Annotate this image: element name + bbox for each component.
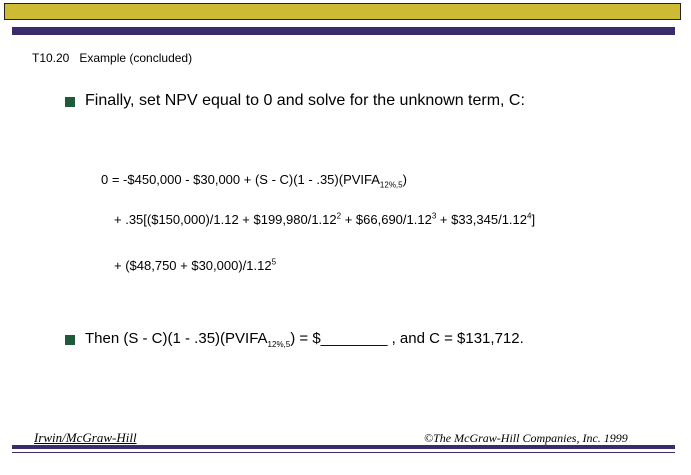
slide-title: T10.20 Example (concluded)	[32, 51, 193, 65]
bullet-square-icon	[65, 97, 75, 107]
equation-line-3-part-1: + ($48,750 + $30,000)/1.12	[114, 258, 272, 273]
bottom-divider-rule	[12, 445, 675, 449]
exponent-3: 3	[431, 211, 437, 221]
equation-line-2-part-4: ]	[531, 212, 536, 227]
exponent-4: 4	[527, 211, 532, 221]
equation-line-2	[114, 212, 535, 227]
equation-line-3	[114, 258, 276, 273]
top-decorative-band	[4, 3, 681, 20]
bottom-thin-rule	[12, 452, 675, 453]
exponent-2: 2	[336, 211, 342, 221]
bullet-text-2-rest: ) = $________ , and C = $131,712.	[290, 330, 524, 347]
equation-line-2-part-2: + $66,690/1.12	[341, 212, 432, 227]
publisher-label: Irwin/McGraw-Hill	[34, 430, 137, 445]
bullet-square-icon	[65, 335, 75, 345]
equation-line-1-main: 0 = -$450,000 - $30,000 + (S - C)(1 - .35)(PVIFA	[101, 172, 380, 187]
equation-line-2-part-1: + .35[($150,000)/1.12 + $199,980/1.12	[114, 212, 337, 227]
pvifa-subscript: 12%,5	[267, 340, 291, 349]
equation-line-2-part-3: + $33,345/1.12	[436, 212, 528, 227]
equation-line-1	[101, 172, 407, 190]
bullet-text-2	[85, 330, 524, 347]
bullet-text-2-main: Then (S - C)(1 - .35)(PVIFA	[85, 330, 268, 347]
pvifa-subscript: 12%,5	[379, 180, 403, 190]
equation-line-1-close: )	[402, 172, 407, 187]
bullet-text-1: Finally, set NPV equal to 0 and solve for the unknown term, C:	[85, 92, 525, 109]
exponent-5: 5	[271, 257, 277, 267]
top-divider-rule	[12, 27, 675, 35]
copyright-label: ©The McGraw-Hill Companies, Inc. 1999	[424, 431, 628, 445]
